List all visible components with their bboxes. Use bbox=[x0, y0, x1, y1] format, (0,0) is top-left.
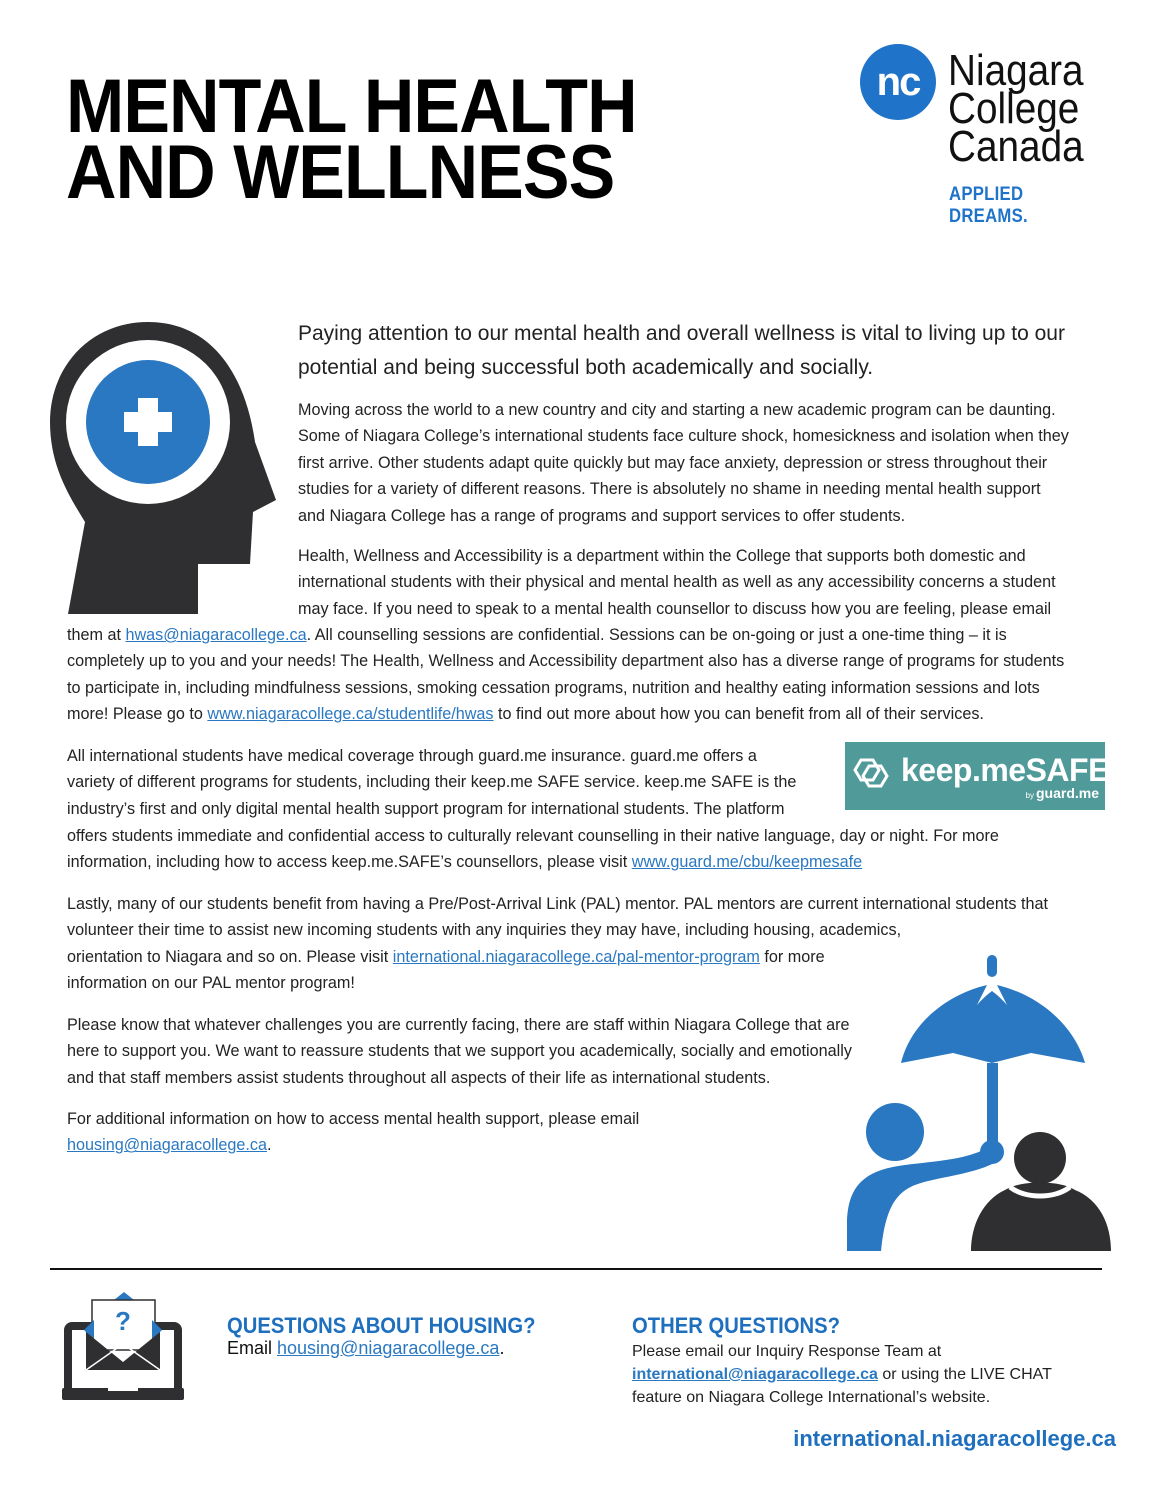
nc-monogram-icon: nc bbox=[860, 44, 936, 120]
text-line: Some of Niagara College’s international students face culture shock, homesickness and isolation when they bbox=[298, 427, 1069, 446]
guardme-paragraph-top bbox=[67, 743, 837, 822]
text-line bbox=[67, 622, 1112, 648]
housing-questions-heading: QUESTIONS ABOUT HOUSING? bbox=[227, 1313, 536, 1338]
footer-housing-email-link[interactable]: housing@niagaracollege.ca bbox=[277, 1338, 500, 1358]
text-line: Health, Wellness and Accessibility is a department within the College that supports both domestic and bbox=[298, 547, 1026, 565]
text-line: first arrive. Other students adapt quite quickly but may face anxiety, depression or stress throughout their bbox=[298, 453, 1048, 472]
text-line bbox=[67, 1132, 717, 1158]
footer-divider bbox=[50, 1268, 1102, 1270]
text-line: here to support you. We want to reassure students that we support you academically, socially and emotionally bbox=[67, 1042, 852, 1061]
keepmesafe-link[interactable]: www.guard.me/cbu/keepmesafe bbox=[631, 853, 863, 872]
text-fragment: them at bbox=[67, 626, 126, 644]
umbrella-protecting-person-icon bbox=[845, 955, 1113, 1253]
hwas-paragraph-top bbox=[298, 543, 1113, 622]
text-line: volunteer their time to assist new incoming students with any inquiries they may have, including housing, academics, bbox=[67, 921, 902, 940]
text-line: to participate in, including mindfulness sessions, smoking cessation programs, nutrition and healthy eating information sessions and lots bbox=[67, 678, 1040, 697]
logo-line-3: Canada bbox=[948, 122, 1084, 171]
keepmesafe-byline bbox=[1026, 785, 1099, 801]
text-line: offers students immediate and confidential access to culturally relevant counselling in their native language, day or night. For more bbox=[67, 827, 999, 845]
support-paragraph bbox=[67, 1012, 897, 1091]
text-line: industry’s first and only digital mental health support program for international students. The platform bbox=[67, 799, 785, 818]
hwas-paragraph-bottom bbox=[67, 622, 1112, 728]
text-fragment: for more bbox=[759, 947, 825, 966]
text-line: may face. If you need to speak to a mental health counsellor to discuss how you are feeling, please email bbox=[298, 599, 1052, 618]
text-fragment: . bbox=[267, 1136, 272, 1155]
logo-line-1: Niagara bbox=[948, 46, 1084, 95]
title-line-1: MENTAL HEALTH bbox=[66, 64, 637, 149]
hwas-website-link[interactable]: www.niagaracollege.ca/studentlife/hwas bbox=[207, 705, 494, 724]
svg-text:?: ? bbox=[115, 1306, 131, 1336]
housing-email-link[interactable]: housing@niagaracollege.ca bbox=[67, 1136, 268, 1155]
logo-line-2: College bbox=[948, 84, 1080, 133]
additional-info-paragraph bbox=[67, 1106, 717, 1159]
interlocking-hexagons-icon bbox=[853, 756, 893, 790]
text-line: Moving across the world to a new country and city and starting a new academic program can be daunting. bbox=[298, 401, 1056, 419]
text-line: feature on Niagara College International’s website. bbox=[632, 1389, 991, 1406]
text-line: variety of different programs for students, including their keep.me SAFE service. keep.me SAFE is the bbox=[67, 773, 797, 792]
intro-paragraph bbox=[298, 397, 1113, 529]
housing-questions-body bbox=[227, 1338, 504, 1359]
text-line: information on our PAL mentor program! bbox=[67, 974, 355, 993]
byline-by: by bbox=[1025, 791, 1034, 800]
other-questions-heading: OTHER QUESTIONS? bbox=[632, 1313, 841, 1338]
guardme-paragraph-bottom bbox=[67, 823, 1112, 876]
text-fragment: . All counselling sessions are confidential. Sessions can be on-going or just a one-time thing – it is bbox=[306, 626, 1007, 644]
website-url[interactable]: international.niagaracollege.ca bbox=[793, 1426, 1116, 1451]
other-questions-body bbox=[632, 1340, 1102, 1409]
text-line: and Niagara College has a range of programs and support services to offer students. bbox=[298, 506, 906, 525]
international-email-link[interactable]: international@niagaracollege.ca bbox=[632, 1366, 878, 1383]
page-title bbox=[66, 64, 637, 215]
text-fragment: or using the LIVE CHAT bbox=[877, 1366, 1052, 1383]
laptop-envelope-question-icon bbox=[62, 1290, 186, 1402]
text-line: For additional information on how to access mental health support, please email bbox=[67, 1110, 640, 1128]
text-line: Please know that whatever challenges you are currently facing, there are staff within Niagara College that are bbox=[67, 1016, 850, 1034]
text-fragment: information, including how to access keep.me.SAFE’s counsellors, please visit bbox=[67, 853, 632, 872]
text-line: completely up to you and your needs! The Health, Wellness and Accessibility department also has a diverse range of programs for students bbox=[67, 652, 1065, 671]
text-line bbox=[67, 849, 1112, 875]
lead-paragraph: Paying attention to our mental health and overall wellness is vital to living up to our potential and being successful both academically and socially. bbox=[298, 322, 1065, 379]
text-line bbox=[67, 701, 1112, 727]
text-line: and that staff members assist students throughout all aspects of their life as international students. bbox=[67, 1068, 771, 1087]
text-line bbox=[632, 1363, 1102, 1386]
keepmesafe-name: keep.meSAFE bbox=[901, 752, 1109, 788]
text-line: Please email our Inquiry Response Team at bbox=[632, 1343, 942, 1360]
title-line-2: AND WELLNESS bbox=[66, 130, 615, 215]
text-fragment: orientation to Niagara and so on. Please visit bbox=[67, 947, 393, 966]
text-line: Lastly, many of our students benefit from having a Pre/Post-Arrival Link (PAL) mentor. PAL mentors are current international students that bbox=[67, 895, 1049, 913]
pal-mentor-link[interactable]: international.niagaracollege.ca/pal-mentor-program bbox=[392, 947, 760, 966]
text-fragment: more! Please go to bbox=[67, 705, 208, 724]
logo-tagline: APPLIED DREAMS. bbox=[949, 184, 1028, 227]
niagara-college-logo bbox=[860, 44, 1120, 227]
text-line: studies for a variety of different reasons. There is absolutely no shame in needing mental health support bbox=[298, 480, 1041, 499]
keepmesafe-logo bbox=[845, 742, 1109, 810]
text-fragment: to find out more about how you can benefit from all of their services. bbox=[493, 705, 984, 724]
text-fragment: Email bbox=[227, 1338, 278, 1358]
head-with-medical-cross-icon bbox=[50, 322, 276, 614]
hwas-email-link[interactable]: hwas@niagaracollege.ca bbox=[125, 626, 307, 644]
text-line: international students with their physical and mental health as well as any accessibility concerns a student bbox=[298, 573, 1056, 592]
logo-wordmark bbox=[948, 46, 1084, 171]
byline-brand: guard.me bbox=[1035, 785, 1099, 801]
text-fragment: . bbox=[499, 1338, 505, 1358]
text-line: All international students have medical coverage through guard.me insurance. guard.me offers a bbox=[67, 747, 757, 765]
